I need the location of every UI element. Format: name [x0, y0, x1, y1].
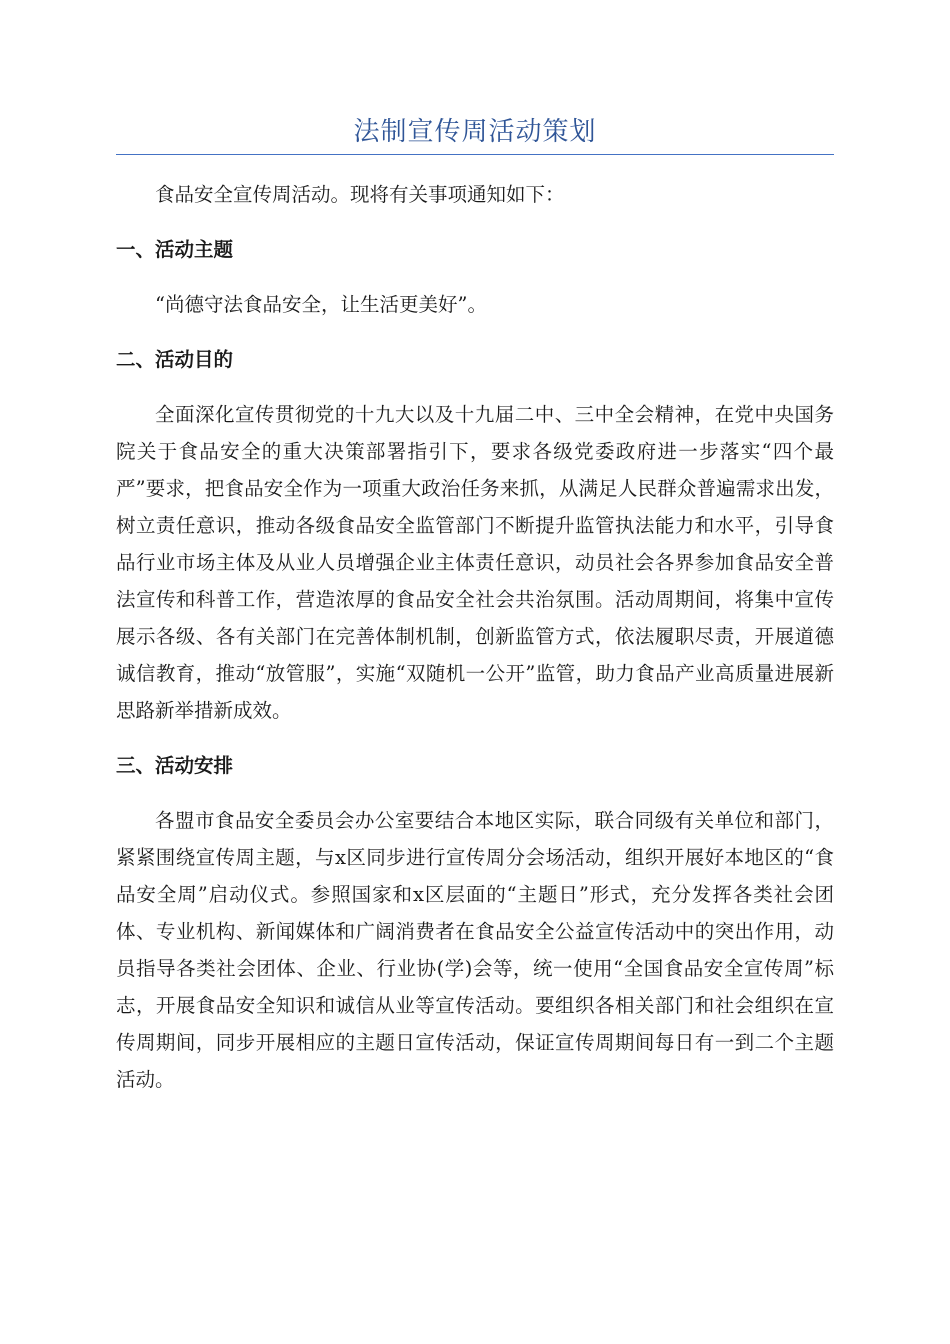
section-heading-theme: 一、活动主题	[116, 238, 234, 261]
section-heading-purpose: 二、活动目的	[116, 348, 234, 371]
intro-paragraph: 食品安全宣传周活动。现将有关事项通知如下：	[155, 183, 565, 206]
section-body-purpose: 全面深化宣传贯彻党的十九大以及十九届二中、三中全会精神，在党中央国务院关于食品安全的重大决策部署指引下，要求各级党委政府进一步落实“四个最严”要求，把食品安全作为一项重大政治任务来抓，从满足人民群众普遍需求出发，树立责任意识，推动各级食品安全监管部门不断提升监管执法能力和水平，引导食品行业市场主体及从业人员增强企业主体责任意识，动员社会各界参加食品安全普法宣传和科普工作，营造浓厚的食品安全社会共治氛围。活动周期间，将集中宣传展示各级、各有关部门在完善体制机制，创新监管方式，依法履职尽责，开展道德诚信教育，推动“放管服”，实施“双随机一公开”监管，助力食品产业高质量进展新思路新举措新成效。	[116, 403, 834, 722]
document-title: 法制宣传周活动策划	[353, 117, 597, 147]
title-underline	[116, 154, 834, 155]
document-body	[116, 172, 834, 1098]
section-body-theme: “尚德守法食品安全，让生活更美好”。	[155, 293, 487, 316]
spacer	[116, 784, 834, 802]
spacer	[116, 729, 834, 747]
spacer	[116, 378, 834, 396]
spacer	[116, 268, 834, 286]
section-body-arrangement: 各盟市食品安全委员会办公室要结合本地区实际，联合同级有关单位和部门，紧紧围绕宣传周主题，与x区同步进行宣传周分会场活动，组织开展好本地区的“食品安全周”启动仪式。参照国家和x区层面的“主题日”形式，充分发挥各类社会团体、专业机构、新闻媒体和广阔消费者在食品安全公益宣传活动中的突出作用，动员指导各类社会团体、企业、行业协(学)会等，统一使用“全国食品安全宣传周”标志，开展食品安全知识和诚信从业等宣传活动。要组织各相关部门和社会组织在宣传周期间，同步开展相应的主题日宣传活动，保证宣传周期间每日有一到二个主题活动。	[116, 809, 834, 1091]
spacer	[116, 323, 834, 341]
spacer	[116, 213, 834, 231]
section-heading-arrangement: 三、活动安排	[116, 754, 234, 777]
